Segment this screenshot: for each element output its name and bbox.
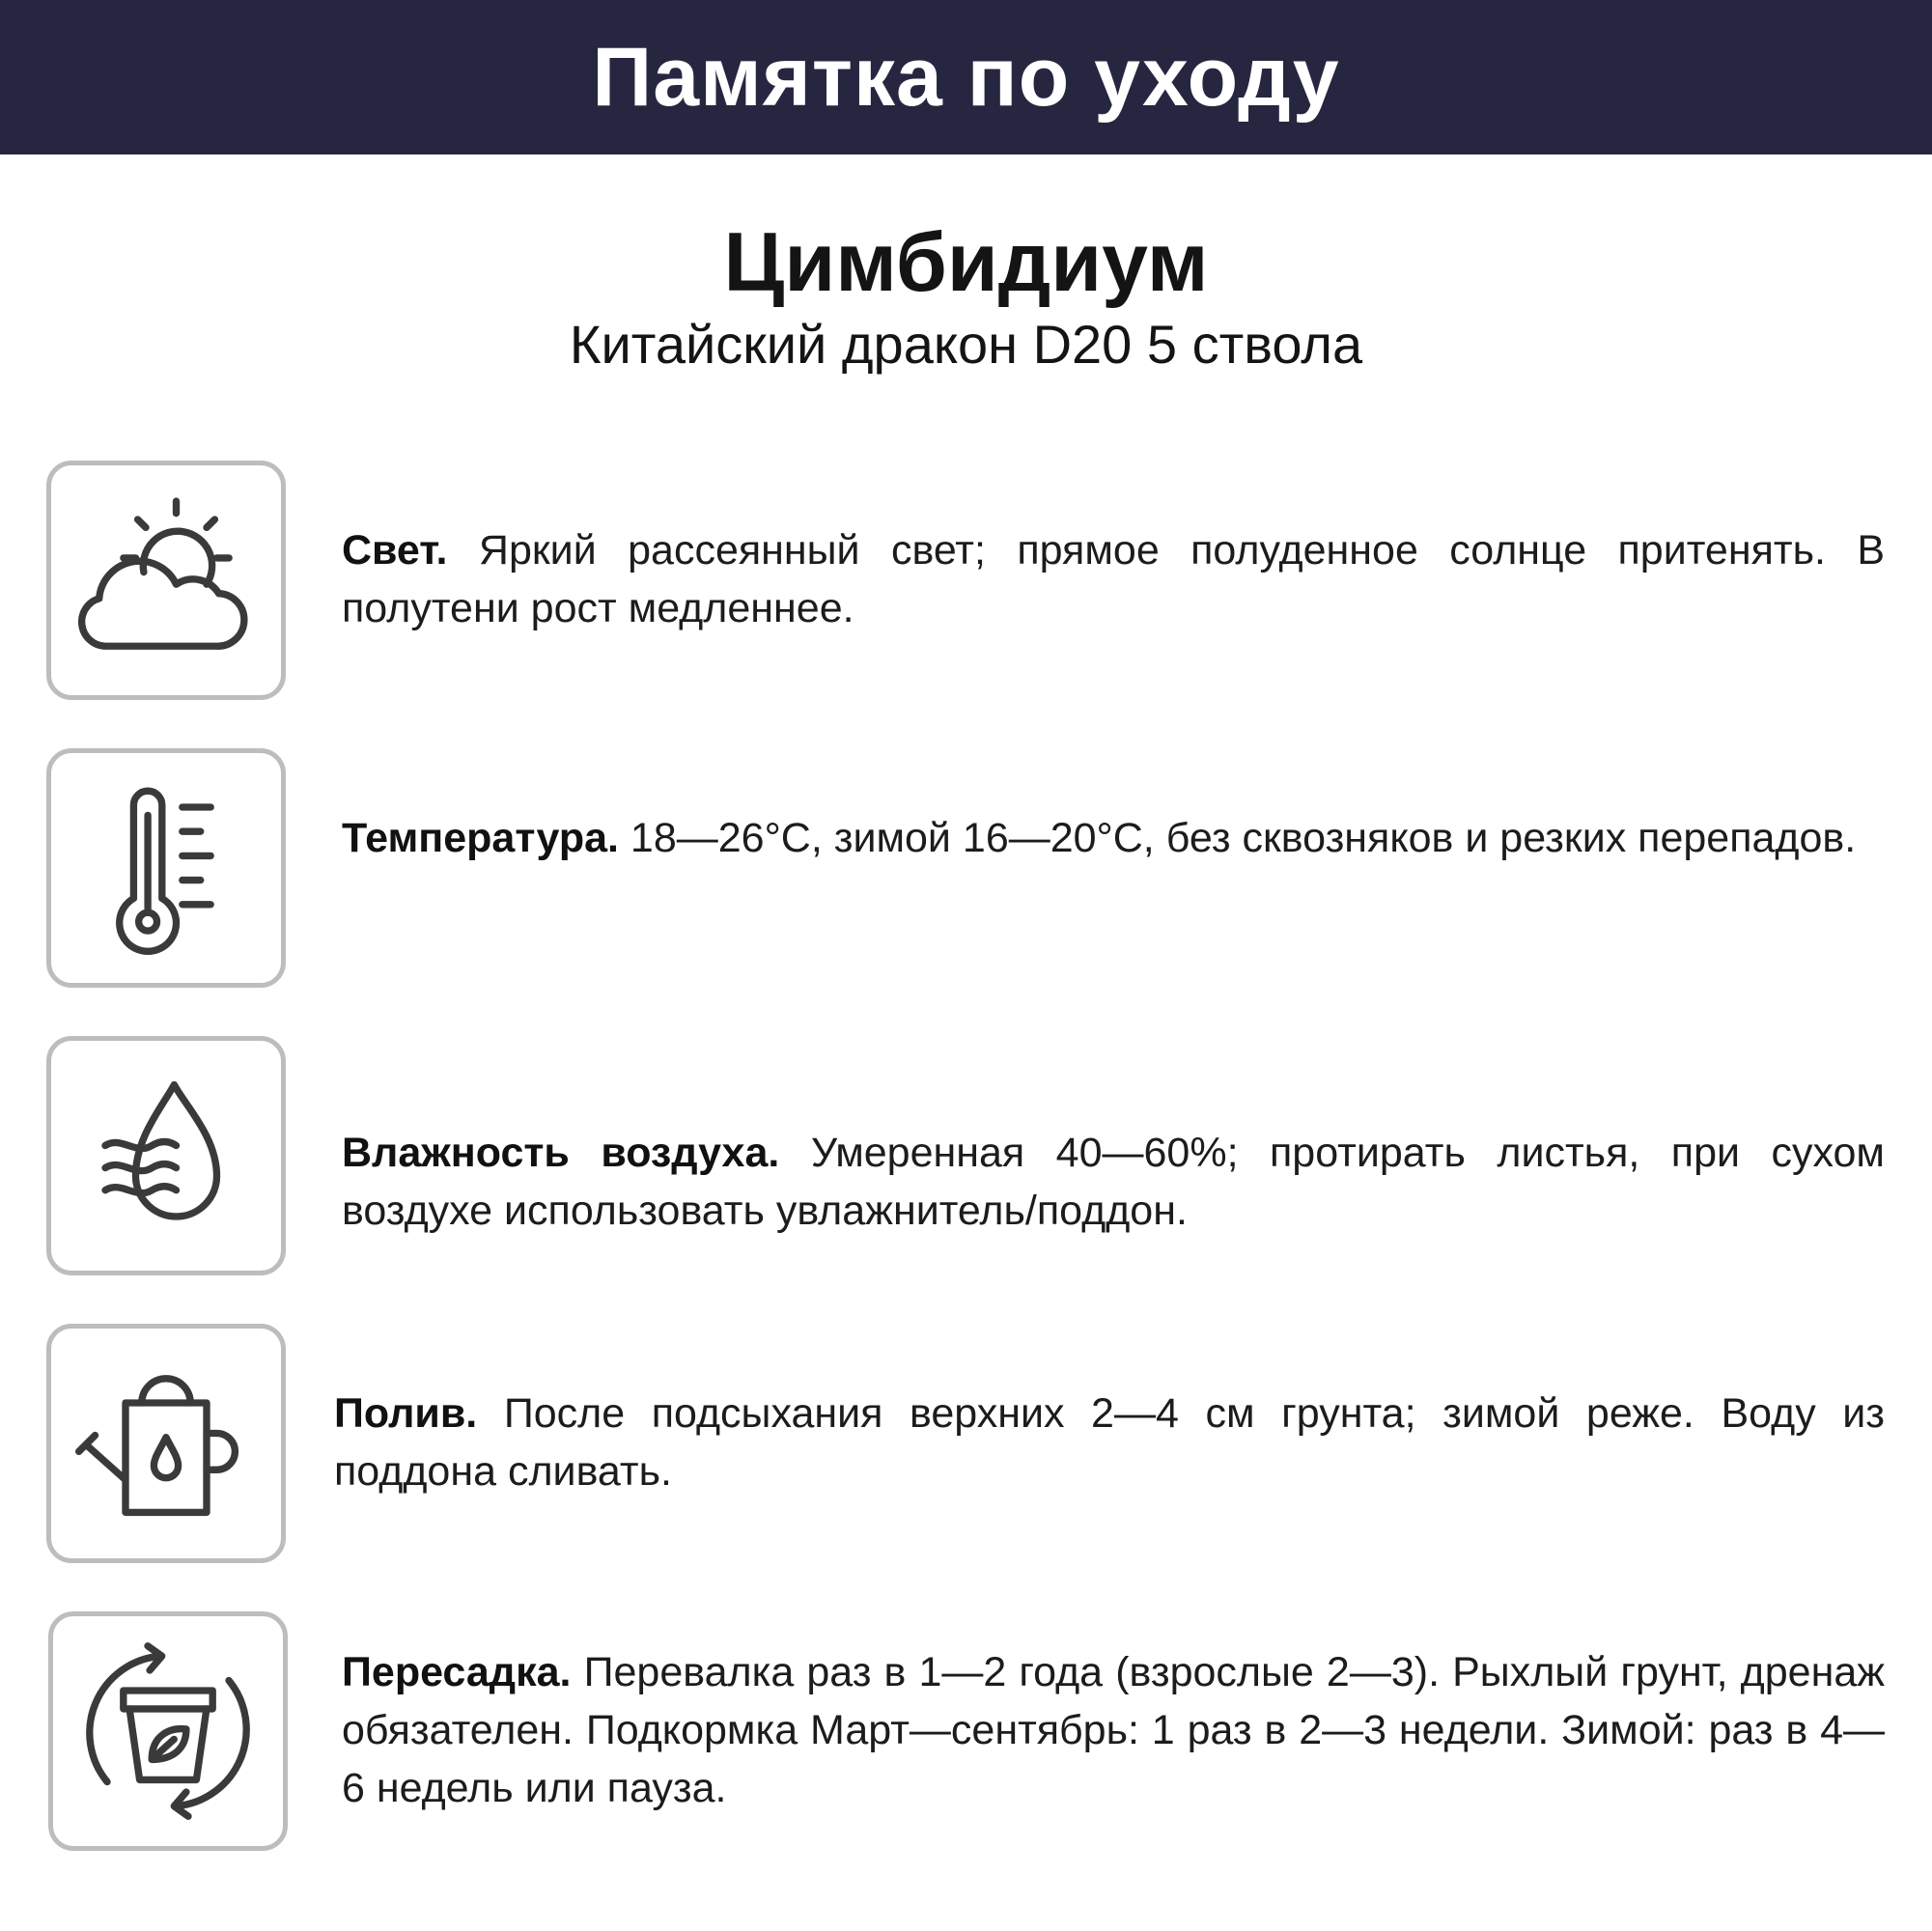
care-item-temperature	[342, 809, 1885, 867]
watering-can-icon	[65, 1342, 267, 1545]
product-name: Цимбидиум	[723, 216, 1209, 309]
care-description: После подсыхания верхних 2—4 см грунта; зимой реже. Воду из поддона сливать.	[334, 1390, 1885, 1495]
care-item-watering	[334, 1385, 1885, 1500]
care-item-light	[342, 521, 1885, 637]
care-label: Температура.	[342, 815, 619, 861]
care-label: Влажность воздуха.	[342, 1130, 780, 1176]
repot-icon-box	[48, 1611, 288, 1851]
care-label: Пересадка.	[342, 1649, 572, 1695]
care-description: Перевалка раз в 1—2 года (взрослые 2—3). Рыхлый грунт, дренаж обязателен. Подкормка Март—сентябрь: 1 раз в 2—3 недели. Зимой: раз в 4—6 недель или пауза.	[342, 1649, 1886, 1811]
repot-icon	[67, 1630, 269, 1833]
humidity-icon-box	[46, 1036, 286, 1275]
temperature-icon-box	[46, 748, 286, 988]
care-description: 18—26°C, зимой 16—20°C, без сквозняков и резких перепадов.	[630, 815, 1857, 861]
watering-icon-box	[46, 1324, 286, 1563]
care-item-repotting	[342, 1643, 1885, 1817]
light-icon-box	[46, 461, 286, 700]
page-title: Памятка по уходу	[592, 30, 1340, 124]
care-item-humidity	[342, 1124, 1885, 1240]
thermometer-icon	[65, 767, 267, 969]
header-bar	[0, 0, 1932, 154]
care-description: Яркий рассеянный свет; прямое полуденное солнце притенять. В полутени рост медленнее.	[342, 527, 1885, 631]
care-description: Умеренная 40—60%; протирать листья, при сухом воздухе использовать увлажнитель/поддон.	[342, 1130, 1885, 1234]
product-subtitle: Китайский дракон D20 5 ствола	[569, 314, 1363, 375]
humidity-drop-icon	[65, 1054, 267, 1257]
sun-cloud-icon	[65, 479, 267, 682]
care-label: Полив.	[334, 1390, 478, 1437]
care-label: Свет.	[342, 527, 448, 574]
